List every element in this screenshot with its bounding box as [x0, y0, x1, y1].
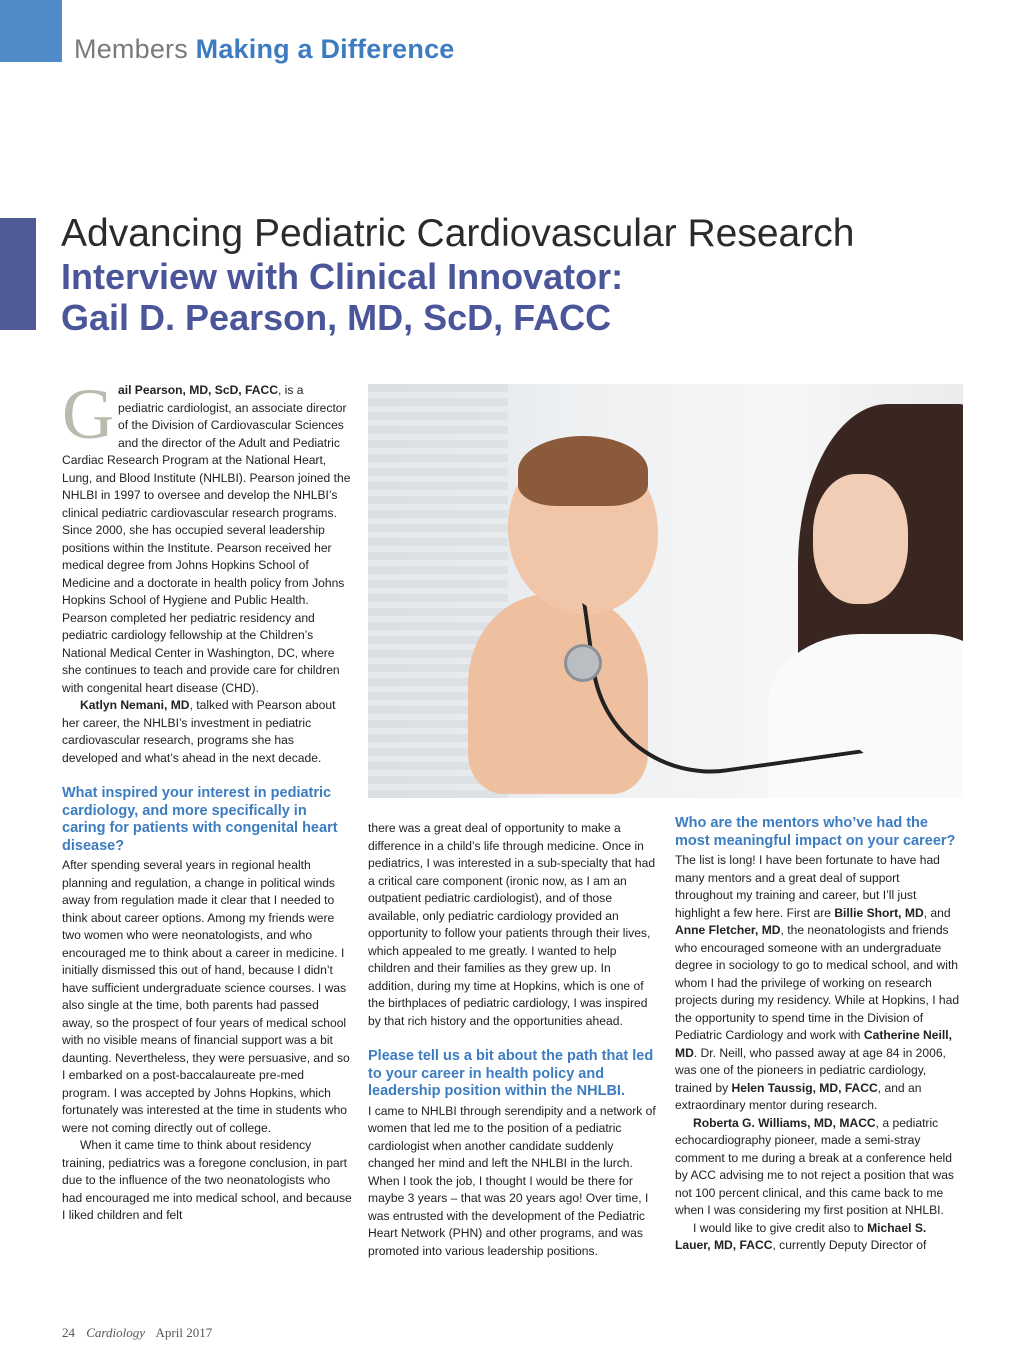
answer-3-text-b: , and — [923, 905, 951, 920]
answer-3-text-f: , a pediatric echocardiography pioneer, made a semi-stray comment to me during a break at a conference held by ACC advising me to not reject a position that was not 100 percent clinical, and this came back to me when I was considering my first position at NHLBI. — [675, 1115, 954, 1217]
answer-3-paragraph-3 — [675, 1220, 960, 1255]
answer-1-paragraph-1: After spending several years in regional health planning and regulation, a change in political winds away from regulation made it clear that I needed to think about career options. Among my friends were two women who were neonatologists, and who encouraged me to think about a career in medicine. I initially dismissed this out of hand, because I didn’t have sufficient undergraduate science courses. I was also single at the time, both parents had passed away, so the prospect of four years of medical school with no visible means of financial support was a bit daunting. Nevertheless, they were persuasive, and so I embarked on a post-baccalaureate pre-med program. I was accepted by Johns Hopkins, which fortunately was interested at the time in students who were not coming directly out of college. — [62, 858, 350, 1135]
drop-cap: G — [62, 374, 114, 454]
section-header — [74, 34, 455, 65]
mentor-name-3: Catherine Neill, MD — [675, 1028, 952, 1060]
mentor-name-4: Helen Taussig, MD, FACC — [731, 1080, 878, 1095]
article-photo-doctor-with-baby — [368, 384, 963, 798]
intro-paragraph-2 — [62, 697, 352, 767]
answer-2-paragraph-1: I came to NHLBI through serendipity and a network of women that led me to the position of a pediatric cardiologist when another candidate suddenly changed her mind and left the NHLBI in the lurch. When I took the job, I thought I would be there for maybe 3 years – that was 20 years ago! Over time, I was entrusted with the development of the Pediatric Heart Network (PHN) and other programs, and was promoted into various leadership positions. — [368, 1103, 656, 1258]
interviewer-name: Katlyn Nemani, MD — [80, 698, 190, 712]
mentor-name-2: Anne Fletcher, MD — [675, 923, 781, 937]
answer-3-text-a: The list is long! I have been fortunate to have had many mentors and a great deal of support throughout my training and career, but I’ll just highlight a few here. First are — [675, 853, 940, 920]
answer-1-paragraph-3: there was a great deal of opportunity to make a difference in a child’s life through medicine. Once in pediatrics, I was interested in a sub-specialty that had a critical care component (ironic now, as I am an outpatient pediatric cardiologist), and of those available, only pediatric cardiology provided an opportunity to follow your patients through their lives, which appealed to me greatly. I wanted to help children and their families as they grew up. In addition, during my time at Hopkins, which is one of the birthplaces of pediatric cardiology, I was inspired by that rich history and the opportunities ahead. — [368, 821, 656, 1028]
intro-paragraph — [62, 374, 352, 697]
answer-1-paragraph-2: When it came time to think about residency training, pediatrics was a foregone conclusion, in part due to the influence of the two neonatologists who had encouraged me into medical school, and because I liked children and felt — [62, 1138, 352, 1222]
article-subtitle — [61, 256, 623, 338]
mentor-name-6: Michael S. Lauer, MD, FACC — [675, 1220, 927, 1252]
subject-name: ail Pearson, MD, ScD, FACC — [118, 383, 278, 397]
answer-3-text-d: . Dr. Neill, who passed away at age 84 in 2006, was one of the pioneers in pediatric cardiology, trained by — [675, 1045, 946, 1095]
answer-3-text-g: I would like to give credit also to — [693, 1220, 868, 1235]
column-3 — [675, 815, 960, 1255]
article-subtitle-line2: Gail D. Pearson, MD, ScD, FACC — [61, 297, 612, 338]
article-title: Advancing Pediatric Cardiovascular Research — [61, 212, 855, 255]
column-2 — [368, 820, 658, 1260]
answer-3-text-c: , the neonatologists and friends who encouraged someone with an undergraduate degree in sociology to go to medical school, and with whom I had the privilege of working on research projects during my residency. While at Hopkins, I had the opportunity to spend time in the Division of Pediatric Cardiology and work with — [675, 923, 960, 1042]
article-subtitle-line1: Interview with Clinical Innovator: — [61, 256, 624, 297]
answer-3-paragraph-2 — [675, 1115, 960, 1220]
section-tab-marker — [0, 0, 62, 62]
question-1: What inspired your interest in pediatric cardiology, and more specifically in caring for patients with congenital heart disease? — [62, 785, 338, 854]
answer-3-text-e: , and an extraordinary mentor during research. — [675, 1080, 922, 1112]
answer-3-text-h: , currently Deputy Director of — [772, 1238, 927, 1252]
intro-text-1: , is a pediatric cardiologist, an associate director of the Division of Cardiovascular Sciences and the director of the Adult and Pediatric Cardiac Research Program at the National Heart, Lung, and Blood Institute (NHLBI). Pearson joined the NHLBI in 1997 to oversee and develop the NHLBI’s clinical pediatric cardiovascular research programs. Since 2000, she has occupied several leadership positions within the Institute. Pearson received her medical degree from Johns Hopkins School of Medicine and a doctorate in health policy from Johns Hopkins School of Hygiene and Public Health. Pearson completed her pediatric residency and pediatric cardiology fellowship at the Children’s National Medical Center in Washington, DC, where she continues to teach and provide care for children with congenital heart disease (CHD). — [62, 383, 351, 695]
intro-text-2: , talked with Pearson about her career, the NHLBI’s investment in pediatric cardiovascular research, programs she has developed and what’s ahead in the next decade. — [62, 698, 336, 765]
stethoscope-icon — [564, 644, 602, 682]
section-accent: Making a Difference — [195, 34, 455, 64]
issue-date: April 2017 — [155, 1325, 213, 1340]
mentor-name-5: Roberta G. Williams, MD, MACC — [693, 1115, 876, 1130]
title-tab-marker — [0, 218, 36, 330]
question-3: Who are the mentors who’ve had the most meaningful impact on your career? — [675, 815, 956, 849]
page-footer — [62, 1325, 220, 1341]
section-prefix: Members — [74, 34, 188, 64]
column-1 — [62, 374, 352, 1225]
mentor-name-1: Billie Short, MD — [834, 905, 924, 920]
page-number: 24 — [62, 1325, 75, 1340]
question-2: Please tell us a bit about the path that led to your career in health policy and leadership position within the NHLBI. — [368, 1048, 654, 1099]
answer-3-paragraph-1 — [675, 852, 960, 1115]
baby-hair-shape — [518, 436, 648, 506]
magazine-name: Cardiology — [86, 1325, 145, 1340]
